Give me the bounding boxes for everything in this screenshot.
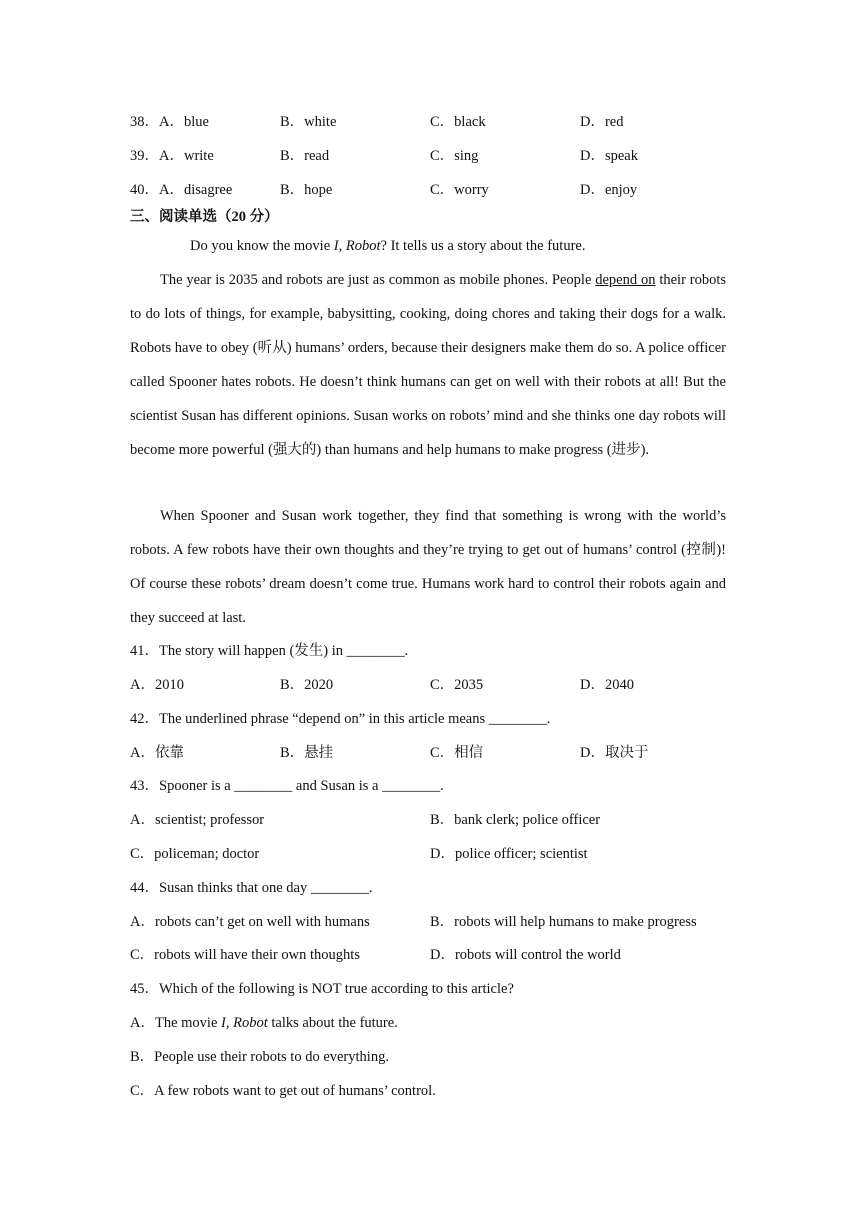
q40-option-d: D．enjoy — [580, 182, 638, 198]
q39-option-c: C．sing — [430, 148, 479, 164]
q43-option-c: C．policeman; doctor — [130, 846, 260, 862]
q42-option-a: A．依靠 — [130, 745, 184, 761]
passage-intro: Do you know the movie I, Robot? It tells us a story about the future. — [190, 238, 586, 254]
q39-option-d: D．speak — [580, 148, 638, 164]
q38-option-d: D．red — [580, 114, 624, 130]
q40-option-b: B．hope — [280, 182, 333, 198]
q39-number: 39． — [130, 148, 159, 164]
q42-option-c: C．相信 — [430, 745, 484, 761]
q43-option-a: A．scientist; professor — [130, 812, 265, 828]
section-heading: 三、阅读单选（20 分） — [130, 209, 279, 225]
q44-option-c: C．robots will have their own thoughts — [130, 947, 360, 963]
q44-option-d: D．robots will control the world — [430, 947, 621, 963]
q40-number: 40． — [130, 182, 159, 198]
q38-option-a: 38．A．blue — [130, 114, 209, 130]
q41-stem: 41．The story will happen (发生) in ________. — [130, 643, 409, 659]
q39-option-a: 39．A．write — [130, 148, 214, 164]
q38-number: 38． — [130, 114, 159, 130]
q41-option-d: D．2040 — [580, 677, 634, 693]
passage-paragraph-1: The year is 2035 and robots are just as common as mobile phones. People depend on their robots to do lots of things, for example, babysitting, cooking, doing chores and taking their dogs for a walk. Robots have to obey (听从) humans’ orders, because their designers make them do so. A police officer called Spooner hates robots. He doesn’t think humans can get on well with their robots at all! But the scientist Susan has different opinions. Susan works on robots’ mind and she thinks one day robots will become more powerful (强大的) than humans and help humans to make progress (进步). — [130, 272, 727, 458]
q40-option-c: C．worry — [430, 182, 489, 198]
q45-stem: 45．Which of the following is NOT true according to this article? — [130, 981, 514, 997]
q41-option-a: A．2010 — [130, 677, 184, 693]
underlined-phrase: depend on — [595, 272, 656, 288]
q38-option-c: C．black — [430, 114, 486, 130]
passage-paragraph-2: When Spooner and Susan work together, they find that something is wrong with the world’s robots. A few robots have their own thoughts and they’re trying to get out of humans’ control (控制)! Of course these robots’ dream doesn’t come true. Humans work hard to control their robots again and they succeed at last. — [130, 508, 726, 626]
q44-option-b: B．robots will help humans to make progress — [430, 914, 697, 930]
q44-stem: 44．Susan thinks that one day ________. — [130, 880, 373, 896]
q38-option-b: B．white — [280, 114, 337, 130]
q42-option-d: D．取决于 — [580, 745, 649, 761]
q40-option-a: 40．A．disagree — [130, 182, 233, 198]
q43-stem: 43．Spooner is a ________ and Susan is a ________. — [130, 778, 444, 794]
q45-option-b: B．People use their robots to do everything. — [130, 1049, 389, 1065]
q45-option-a: A．The movie I, Robot talks about the future. — [130, 1015, 398, 1031]
q42-option-b: B．悬挂 — [280, 745, 334, 761]
q45-option-c: C．A few robots want to get out of humans’ control. — [130, 1083, 436, 1099]
q41-option-c: C．2035 — [430, 677, 484, 693]
q42-stem: 42．The underlined phrase “depend on” in this article means ________. — [130, 711, 551, 727]
q44-option-a: A．robots can’t get on well with humans — [130, 914, 370, 930]
q43-option-b: B．bank clerk; police officer — [430, 812, 601, 828]
q39-option-b: B．read — [280, 148, 330, 164]
q41-option-b: B．2020 — [280, 677, 334, 693]
q43-option-d: D．police officer; scientist — [430, 846, 588, 862]
